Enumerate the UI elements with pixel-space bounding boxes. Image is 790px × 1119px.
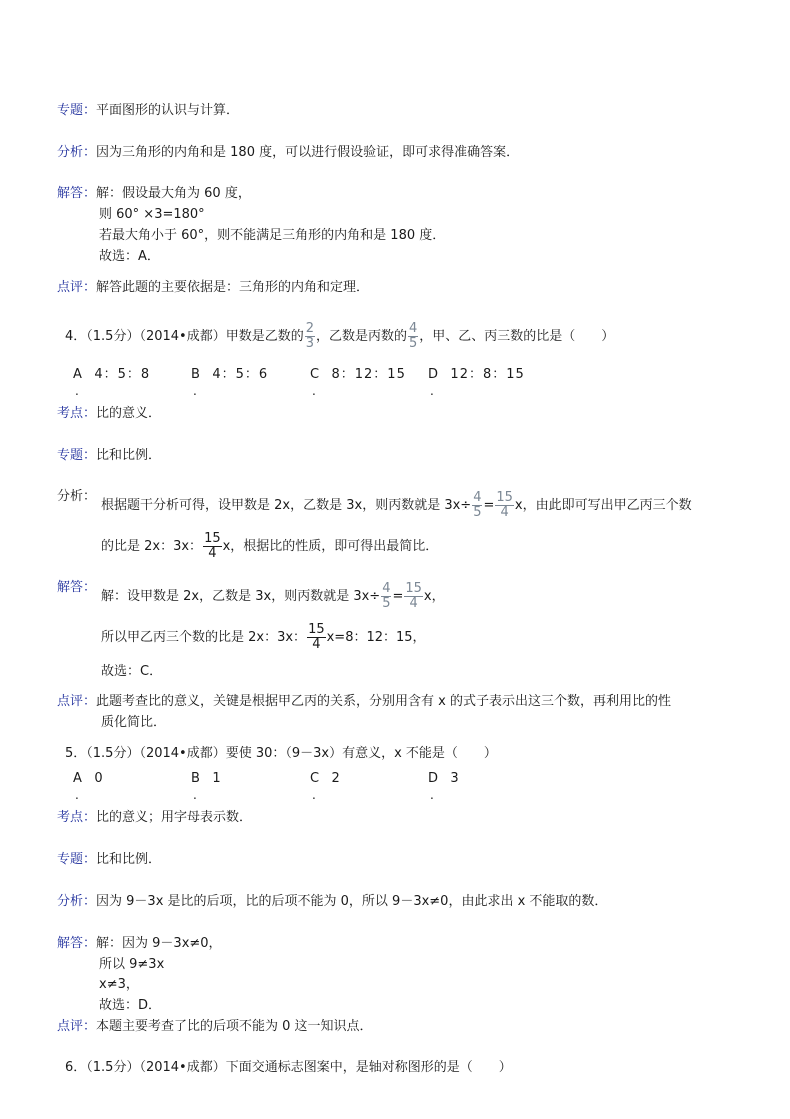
fraction: [305, 322, 315, 351]
answer-text: 解：设甲数是 2x，乙数是 3x，则丙数就是 3x÷: [101, 589, 381, 604]
answer-line: 解：因为 9－3x≠0，: [96, 936, 222, 951]
option-a: [73, 770, 103, 788]
option-letter: A: [73, 367, 82, 382]
denominator: 4: [208, 546, 217, 561]
option-text: 4：5：8: [94, 367, 151, 382]
option-c: [310, 366, 406, 384]
numerator: 2: [305, 321, 314, 336]
q5-topic-row: [57, 851, 161, 869]
knowledge-text: 比的意义．: [96, 406, 162, 421]
option-a: [73, 366, 150, 384]
comment-text: 质化简比．: [101, 715, 167, 730]
q5-comment-row: [57, 1018, 373, 1036]
answer-line: x≠3，: [99, 977, 139, 992]
comment-text: 解答此题的主要依据是：三角形的内角和定理．: [96, 280, 370, 295]
fraction: [307, 623, 326, 652]
numerator: 15: [308, 622, 325, 637]
comment-text: 此题考查比的意义，关键是根据甲乙丙的关系，分别用含有 x 的式子表示出这三个数，再利用比的性: [96, 694, 671, 709]
q5-analysis-row: [57, 893, 607, 911]
q4-analysis-line1: [101, 488, 692, 524]
option-b: [191, 366, 268, 384]
option-text: 0: [94, 771, 103, 786]
q3-comment-row: [57, 279, 369, 297]
comment-label: 点评：: [57, 694, 97, 709]
analysis-label: 分析：: [57, 489, 97, 504]
topic-label: 专题：: [57, 852, 97, 867]
q4-topic-row: [57, 447, 161, 465]
q6-stem: 6．（1.5分）（2014•成都）下面交通标志图案中，是轴对称图形的是（ ）: [65, 1060, 512, 1075]
topic-text: 平面图形的认识与计算．: [96, 103, 240, 118]
option-text: 3: [450, 771, 459, 786]
option-d: [428, 366, 525, 384]
option-dot: .: [430, 384, 434, 398]
answer-line: 故选：D．: [99, 998, 162, 1013]
numerator: 15: [204, 531, 221, 546]
option-text: 4：5：6: [212, 367, 269, 382]
answer-text: x=8：12：15，: [326, 630, 426, 645]
option-dot: .: [75, 788, 79, 802]
answer-label: 解答：: [57, 186, 97, 201]
option-d: [428, 770, 459, 788]
comment-label: 点评：: [57, 280, 97, 295]
fraction: [472, 491, 482, 520]
fraction: [408, 322, 418, 351]
topic-text: 比和比例．: [96, 448, 162, 463]
analysis-text: 因为三角形的内角和是 180 度，可以进行假设验证，即可求得准确答案．: [96, 145, 520, 160]
option-text: 12：8：15: [450, 367, 525, 382]
option-letter: D: [428, 771, 439, 786]
comment-text: 本题主要考查了比的后项不能为 0 这一知识点．: [96, 1019, 373, 1034]
denominator: 4: [409, 596, 418, 611]
stem-text: ，乙数是丙数的: [315, 329, 407, 344]
q3-answer-row: [57, 185, 251, 203]
denominator: 3: [305, 336, 314, 351]
stem-text: 4．（1.5分）（2014•成都）甲数是乙数的: [65, 329, 304, 344]
analysis-label: 分析：: [57, 894, 97, 909]
q5-stem: 5．（1.5分）（2014•成都）要使 30：（9－3x）有意义，x 不能是（ ）: [65, 746, 497, 761]
option-text: 8：12：15: [331, 367, 406, 382]
analysis-text: 因为 9－3x 是比的后项，比的后项不能为 0，所以 9－3x≠0，由此求出 x 不能取的数．: [96, 894, 608, 909]
analysis-text: x，根据比的性质，即可得出最简比．: [222, 539, 439, 554]
fraction: [404, 582, 423, 611]
answer-label: 解答：: [57, 936, 97, 951]
denominator: 5: [409, 336, 418, 351]
answer-line: 所以 9≠3x: [99, 957, 165, 972]
option-letter: A: [73, 771, 82, 786]
equals-sign: =: [392, 589, 404, 604]
fraction: [381, 582, 391, 611]
q3-topic-row: [57, 102, 239, 120]
q3-analysis-row: [57, 144, 519, 162]
denominator: 4: [500, 505, 509, 520]
analysis-label: 分析：: [57, 145, 97, 160]
q5-knowledge-row: [57, 809, 252, 827]
option-dot: .: [75, 384, 79, 398]
numerator: 15: [405, 581, 422, 596]
q4-analysis-line2: [101, 529, 438, 565]
fraction: [495, 491, 514, 520]
q4-comment-row: [57, 693, 671, 711]
knowledge-label: 考点：: [57, 810, 97, 825]
answer-line: 故选：A．: [99, 249, 160, 264]
option-dot: .: [312, 788, 316, 802]
option-letter: B: [191, 367, 200, 382]
denominator: 5: [473, 505, 482, 520]
fraction: [203, 532, 222, 561]
option-dot: .: [430, 788, 434, 802]
analysis-text: 的比是 2x：3x：: [101, 539, 203, 554]
answer-label: 解答：: [57, 580, 97, 595]
option-b: [191, 770, 221, 788]
option-dot: .: [193, 788, 197, 802]
option-text: 2: [331, 771, 340, 786]
answer-line: 则 60° ×3=180°: [99, 207, 205, 222]
answer-line: 解：假设最大角为 60 度，: [96, 186, 251, 201]
q5-answer-row: [57, 935, 222, 953]
comment-label: 点评：: [57, 1019, 97, 1034]
topic-label: 专题：: [57, 103, 97, 118]
q4-answer-line2: [101, 620, 426, 656]
option-dot: .: [193, 384, 197, 398]
option-text: 1: [212, 771, 221, 786]
stem-text: ，甲、乙、丙三数的比是（ ）: [419, 329, 615, 344]
equals-sign: =: [483, 498, 495, 513]
topic-text: 比和比例．: [96, 852, 162, 867]
numerator: 4: [409, 321, 418, 336]
denominator: 5: [382, 596, 391, 611]
knowledge-label: 考点：: [57, 406, 97, 421]
numerator: 4: [382, 581, 391, 596]
answer-text: 所以甲乙丙三个数的比是 2x：3x：: [101, 630, 307, 645]
q4-knowledge-row: [57, 405, 161, 423]
answer-line: 若最大角小于 60°，则不能满足三角形的内角和是 180 度．: [99, 228, 446, 243]
option-letter: C: [310, 771, 320, 786]
answer-text: x，: [423, 589, 445, 604]
q4-stem: [65, 319, 614, 355]
answer-line: 故选：C．: [101, 664, 163, 679]
q4-answer-line1: [101, 579, 445, 615]
option-letter: C: [310, 367, 320, 382]
analysis-text: x，由此即可写出甲乙丙三个数: [514, 498, 692, 513]
numerator: 15: [496, 490, 513, 505]
option-c: [310, 770, 340, 788]
option-dot: .: [312, 384, 316, 398]
option-letter: D: [428, 367, 439, 382]
topic-label: 专题：: [57, 448, 97, 463]
knowledge-text: 比的意义；用字母表示数．: [96, 810, 253, 825]
option-letter: B: [191, 771, 200, 786]
denominator: 4: [312, 637, 321, 652]
numerator: 4: [473, 490, 482, 505]
analysis-text: 根据题干分析可得，设甲数是 2x，乙数是 3x，则丙数就是 3x÷: [101, 498, 472, 513]
